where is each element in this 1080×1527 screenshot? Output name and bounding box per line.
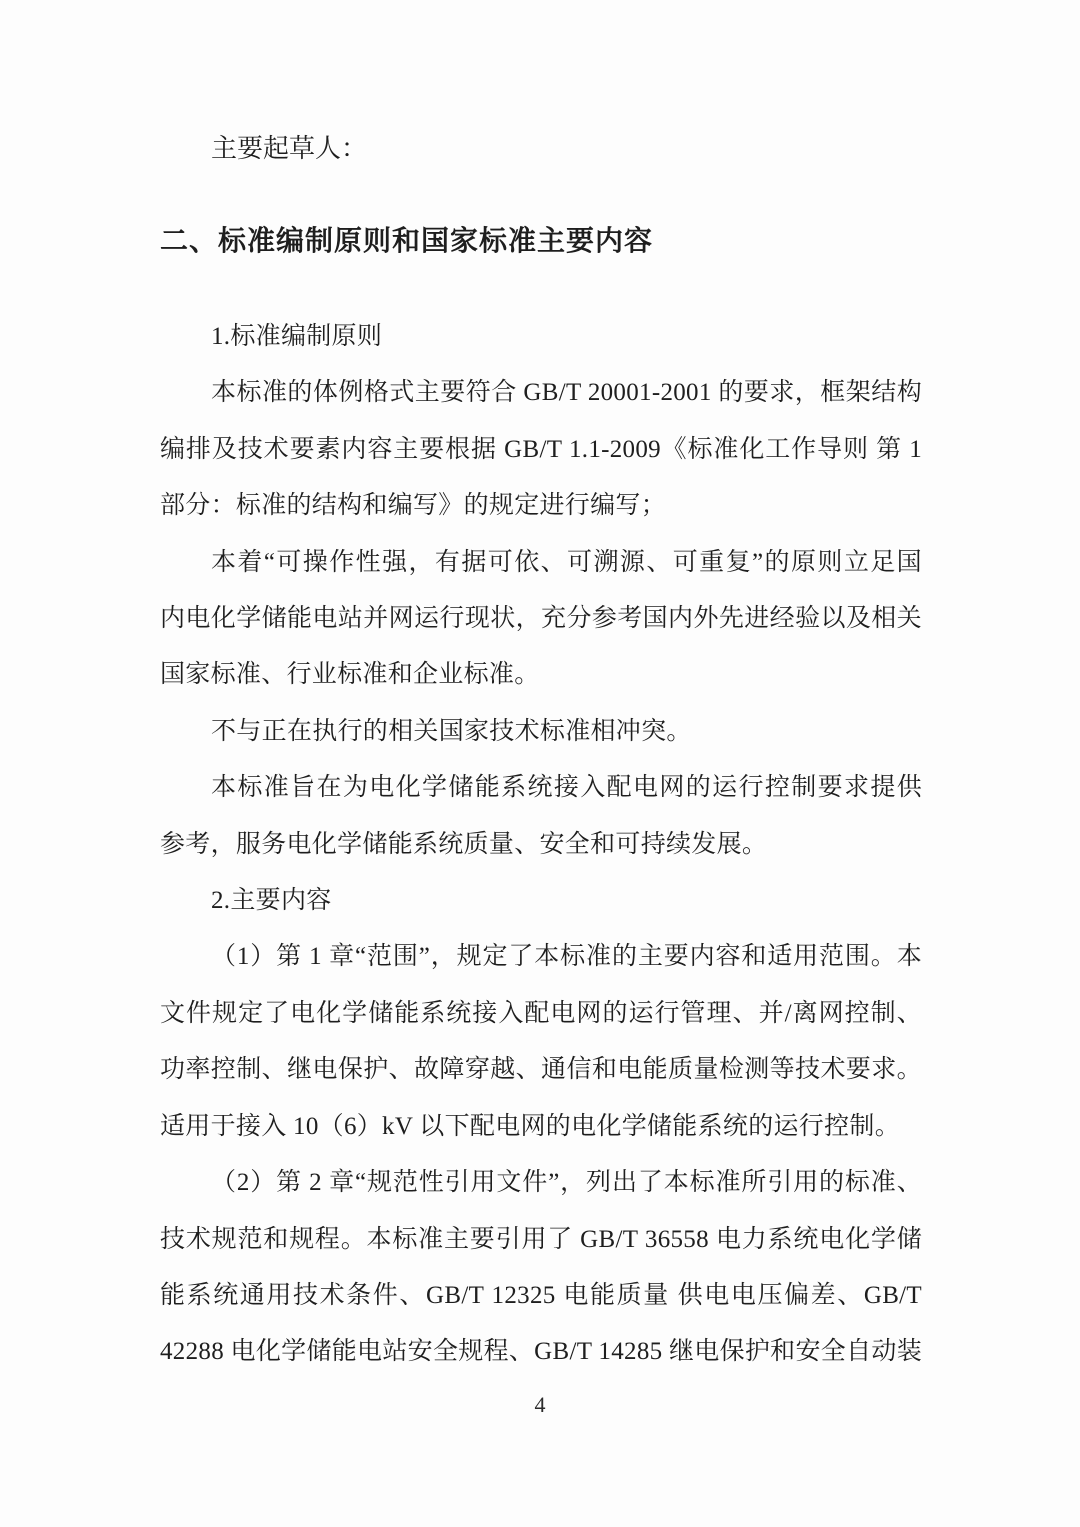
body-line: 本着“可操作性强，有据可依、可溯源、可重复”的原则立足国 [211, 548, 922, 576]
body-line: 功率控制、继电保护、故障穿越、通信和电能质量检测等技术要求。 [160, 1056, 922, 1084]
body-line: 参考，服务电化学储能系统质量、安全和可持续发展。 [160, 830, 768, 858]
body-line: 42288 电化学储能电站安全规程、GB/T 14285 继电保护和安全自动装 [160, 1338, 922, 1366]
body-line: 部分：标准的结构和编写》的规定进行编写； [160, 492, 667, 520]
body-line: 国家标准、行业标准和企业标准。 [160, 661, 540, 689]
body-line: 2.主要内容 [211, 887, 332, 915]
body-line: 技术规范和规程。本标准主要引用了 GB/T 36558 电力系统电化学储 [160, 1225, 922, 1253]
body-line: 本标准的体例格式主要符合 GB/T 20001-2001 的要求，框架结构 [211, 379, 922, 407]
page-number: 4 [534, 1392, 546, 1417]
body-line: 适用于接入 10（6）kV 以下配电网的电化学储能系统的运行控制。 [160, 1112, 901, 1140]
body-line: 内电化学储能电站并网运行现状，充分参考国内外先进经验以及相关 [160, 605, 922, 633]
body-block [160, 309, 922, 1381]
body-line: 1.标准编制原则 [211, 323, 383, 350]
document-content [160, 0, 922, 1381]
body-line: （2）第 2 章“规范性引用文件”，列出了本标准所引用的标准、 [211, 1169, 922, 1197]
drafters-line: 主要起草人： [211, 134, 368, 163]
body-line: 能系统通用技术条件、GB/T 12325 电能质量 供电电压偏差、GB/T [160, 1281, 922, 1309]
body-line: 编排及技术要素内容主要根据 GB/T 1.1-2009《标准化工作导则 第 1 [160, 435, 922, 463]
section-heading: 二、标准编制原则和国家标准主要内容 [160, 225, 654, 256]
body-line: 不与正在执行的相关国家技术标准相冲突。 [211, 717, 692, 745]
body-line: （1）第 1 章“范围”，规定了本标准的主要内容和适用范围。本 [211, 943, 922, 971]
body-line: 文件规定了电化学储能系统接入配电网的运行管理、并/离网控制、 [160, 999, 922, 1027]
body-line: 本标准旨在为电化学储能系统接入配电网的运行控制要求提供 [211, 774, 922, 802]
